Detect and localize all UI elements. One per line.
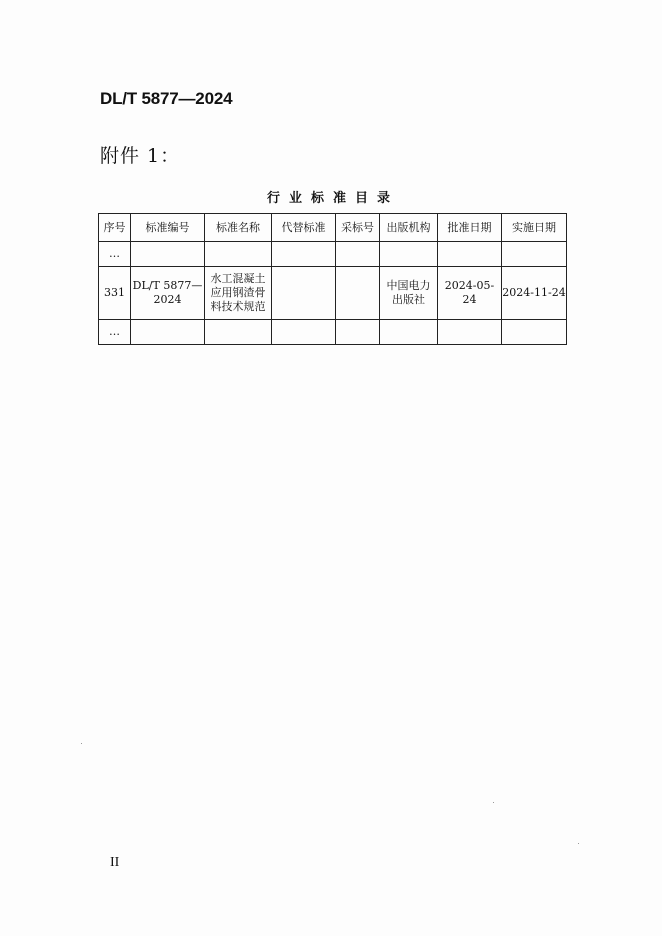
table-row-ellipsis-bottom [99,320,567,345]
document-code [100,89,232,109]
standard-number-line: 2024 [153,293,182,306]
empty-cell [205,242,272,267]
col-header-standard-name: 标准名称 [205,214,272,242]
cell-adopted-number [336,267,380,320]
col-header-replaces: 代替标准 [272,214,336,242]
standard-number-line: DL/T 5877— [132,279,203,292]
empty-cell [380,242,438,267]
standard-name-line: 水工混凝土 [210,272,266,285]
empty-cell [272,320,336,345]
table-title: 行业标准目录 [266,191,399,206]
empty-cell [438,242,502,267]
scan-speck [81,743,82,744]
cell-standard-name [205,267,272,320]
scan-speck [493,802,494,803]
cell-publisher [380,267,438,320]
col-header-effective-date: 实施日期 [502,214,567,242]
standard-name-line: 应用钢渣骨 [210,286,266,299]
ellipsis-cell: … [99,320,131,345]
cell-index: 331 [99,267,131,320]
scan-speck [578,843,579,844]
col-header-publisher: 出版机构 [380,214,438,242]
empty-cell [502,320,567,345]
table-row [99,267,567,320]
cell-approval-date: 2024-05-24 [438,267,502,320]
empty-cell [380,320,438,345]
table-header-row [99,214,567,242]
document-code-text: DL/T 5877—2024 [100,89,233,108]
ellipsis-cell: … [99,242,131,267]
standard-name-line: 料技术规范 [210,300,266,313]
empty-cell [336,242,380,267]
publisher-line: 中国电力 [386,279,431,292]
cell-standard-number [131,267,205,320]
cell-effective-date: 2024-11-24 [502,267,567,320]
page-number: II [110,855,120,870]
empty-cell [131,320,205,345]
cell-replaces [272,267,336,320]
empty-cell [502,242,567,267]
table-row-ellipsis-top [99,242,567,267]
col-header-adopted-number: 采标号 [336,214,380,242]
col-header-index: 序号 [99,214,131,242]
empty-cell [272,242,336,267]
empty-cell [438,320,502,345]
standards-catalog-table [98,213,567,345]
col-header-approval-date: 批准日期 [438,214,502,242]
empty-cell [205,320,272,345]
attachment-label: 附件 1： [100,145,181,167]
empty-cell [336,320,380,345]
col-header-standard-number: 标准编号 [131,214,205,242]
empty-cell [131,242,205,267]
publisher-line: 出版社 [392,293,425,306]
